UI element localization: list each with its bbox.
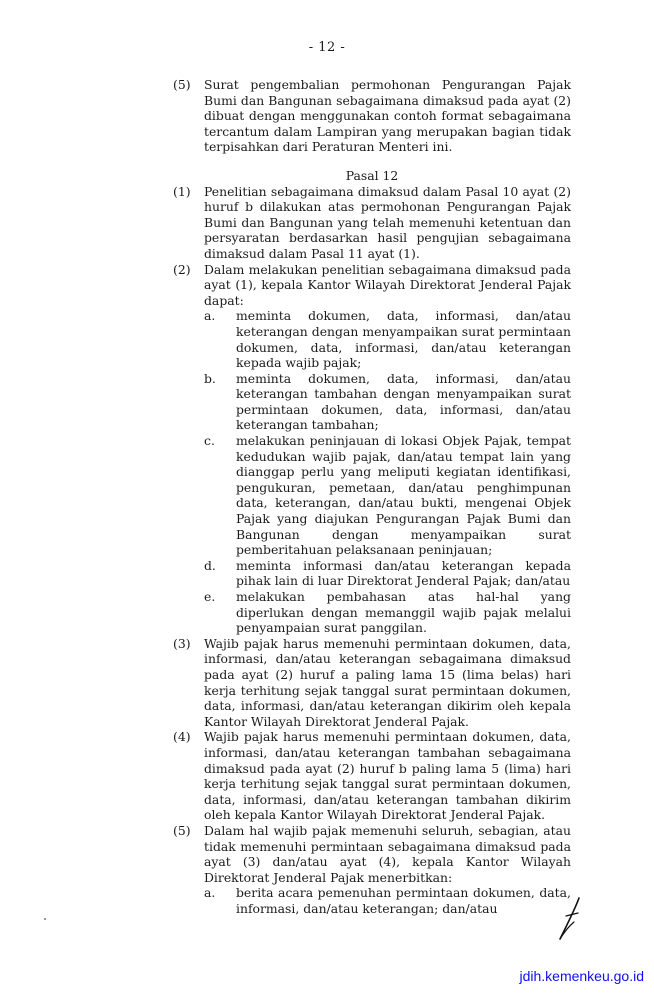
list-text: meminta informasi dan/atau keterangan kepada pihak lain di luar Direktorat Jenderal Pajak; dan/atau — [236, 557, 571, 589]
list-letter: a. — [204, 885, 216, 901]
paragraph-number: (4) — [173, 729, 191, 745]
paragraph-text: Wajib pajak harus memenuhi permintaan dokumen, data, informasi, dan/atau keterangan tambahan sebagaimana dimaksud pada ayat (2) huruf b paling lama 5 (lima) hari kerja terhitung sejak tanggal surat permintaan dokumen, data, informasi, dan/atau keterangan tambahan dikirim oleh kepala Kantor Wilayah Direktorat Jenderal Pajak. — [204, 729, 571, 823]
list-item-c — [204, 433, 571, 558]
paragraph-text: Dalam hal wajib pajak memenuhi seluruh, sebagian, atau tidak memenuhi permintaan sebagaimana dimaksud pada ayat (3) dan/atau ayat (4), kepala Kantor Wilayah Direktorat Jenderal Pajak menerbitkan: — [204, 822, 571, 885]
section-title: Pasal 12 — [345, 167, 399, 183]
paragraph-text: Dalam melakukan penelitian sebagaimana dimaksud pada ayat (1), kepala Kantor Wilayah Direktorat Jenderal Pajak dapat: — [204, 261, 571, 308]
list-item-a — [204, 308, 571, 370]
paragraph-number: (5) — [173, 822, 191, 838]
list-text: meminta dokumen, data, informasi, dan/atau keterangan dengan menyampaikan surat permintaan dokumen, data, informasi, dan/atau keterangan kepada wajib pajak; — [236, 308, 571, 371]
paragraph-number: (3) — [173, 635, 191, 651]
list-item-e — [204, 589, 571, 636]
list-text: meminta dokumen, data, informasi, dan/atau keterangan tambahan dengan menyampaikan surat permintaan dokumen, data, informasi, dan/atau keterangan tambahan; — [236, 370, 571, 433]
paragraph-number: (1) — [173, 183, 191, 199]
list-item-d — [204, 558, 571, 589]
list-letter: a. — [204, 308, 216, 324]
list-text: melakukan pembahasan atas hal-hal yang diperlukan dengan memanggil wajib pajak melalui penyampaian surat panggilan. — [236, 589, 571, 636]
paragraph-5 — [173, 823, 571, 885]
page-number: - 12 - — [308, 40, 346, 55]
list-text: berita acara pemenuhan permintaan dokumen, data, informasi, dan/atau keterangan; dan/atau — [236, 885, 571, 916]
list-letter: d. — [204, 557, 216, 573]
paragraph-number: (2) — [173, 261, 191, 277]
paragraph-5-prev — [173, 77, 571, 155]
document-body — [173, 77, 571, 916]
list-letter: c. — [204, 433, 215, 449]
list-item-a — [204, 885, 571, 916]
paragraph-text: Penelitian sebagaimana dimaksud dalam Pasal 10 ayat (2) huruf b dilakukan atas permohonan Pengurangan Pajak Bumi dan Bangunan yang telah memenuhi ketentuan dan persyaratan berdasarkan hasil pengujian sebagaimana dimaksud dalam Pasal 11 ayat (1). — [204, 183, 571, 261]
paragraph-text: Surat pengembalian permohonan Pengurangan Pajak Bumi dan Bangunan sebagaimana dimaksud pada ayat (2) dibuat dengan menggunakan contoh format sebagaimana tercantum dalam Lampiran yang merupakan bagian tidak terpisahkan dari Peraturan Menteri ini. — [204, 77, 571, 155]
paragraph-1 — [173, 184, 571, 262]
footer-link[interactable]: jdih.kemenkeu.go.id — [519, 968, 644, 984]
paraf-signature — [553, 895, 587, 943]
list-letter: b. — [204, 370, 216, 386]
paragraph-text: Wajib pajak harus memenuhi permintaan dokumen, data, informasi, dan/atau keterangan sebagaimana dimaksud pada ayat (2) huruf a paling lama 15 (lima belas) hari kerja terhitung sejak tanggal surat permintaan dokumen, data, informasi, dan/atau keterangan dikirim oleh kepala Kantor Wilayah Direktorat Jenderal Pajak. — [204, 635, 571, 729]
paragraph-4 — [173, 729, 571, 823]
list-letter: e. — [204, 589, 216, 604]
paragraph-3 — [173, 636, 571, 730]
paragraph-2 — [173, 262, 571, 309]
list-item-b — [204, 371, 571, 433]
paragraph-number: (5) — [173, 77, 191, 92]
scan-speck — [44, 918, 46, 920]
list-text: melakukan peninjauan di lokasi Objek Pajak, tempat kedudukan wajib pajak, dan/atau tempat lain yang dianggap perlu yang meliputi kegiatan identifikasi, pengukuran, pemetaan, dan/atau penghimpunan data, keterangan, dan/atau bukti, mengenai Objek Pajak yang diajukan Pengurangan Pajak Bumi dan Bangunan dengan menyampaikan surat pemberitahuan pelaksanaan peninjauan; — [236, 433, 571, 558]
